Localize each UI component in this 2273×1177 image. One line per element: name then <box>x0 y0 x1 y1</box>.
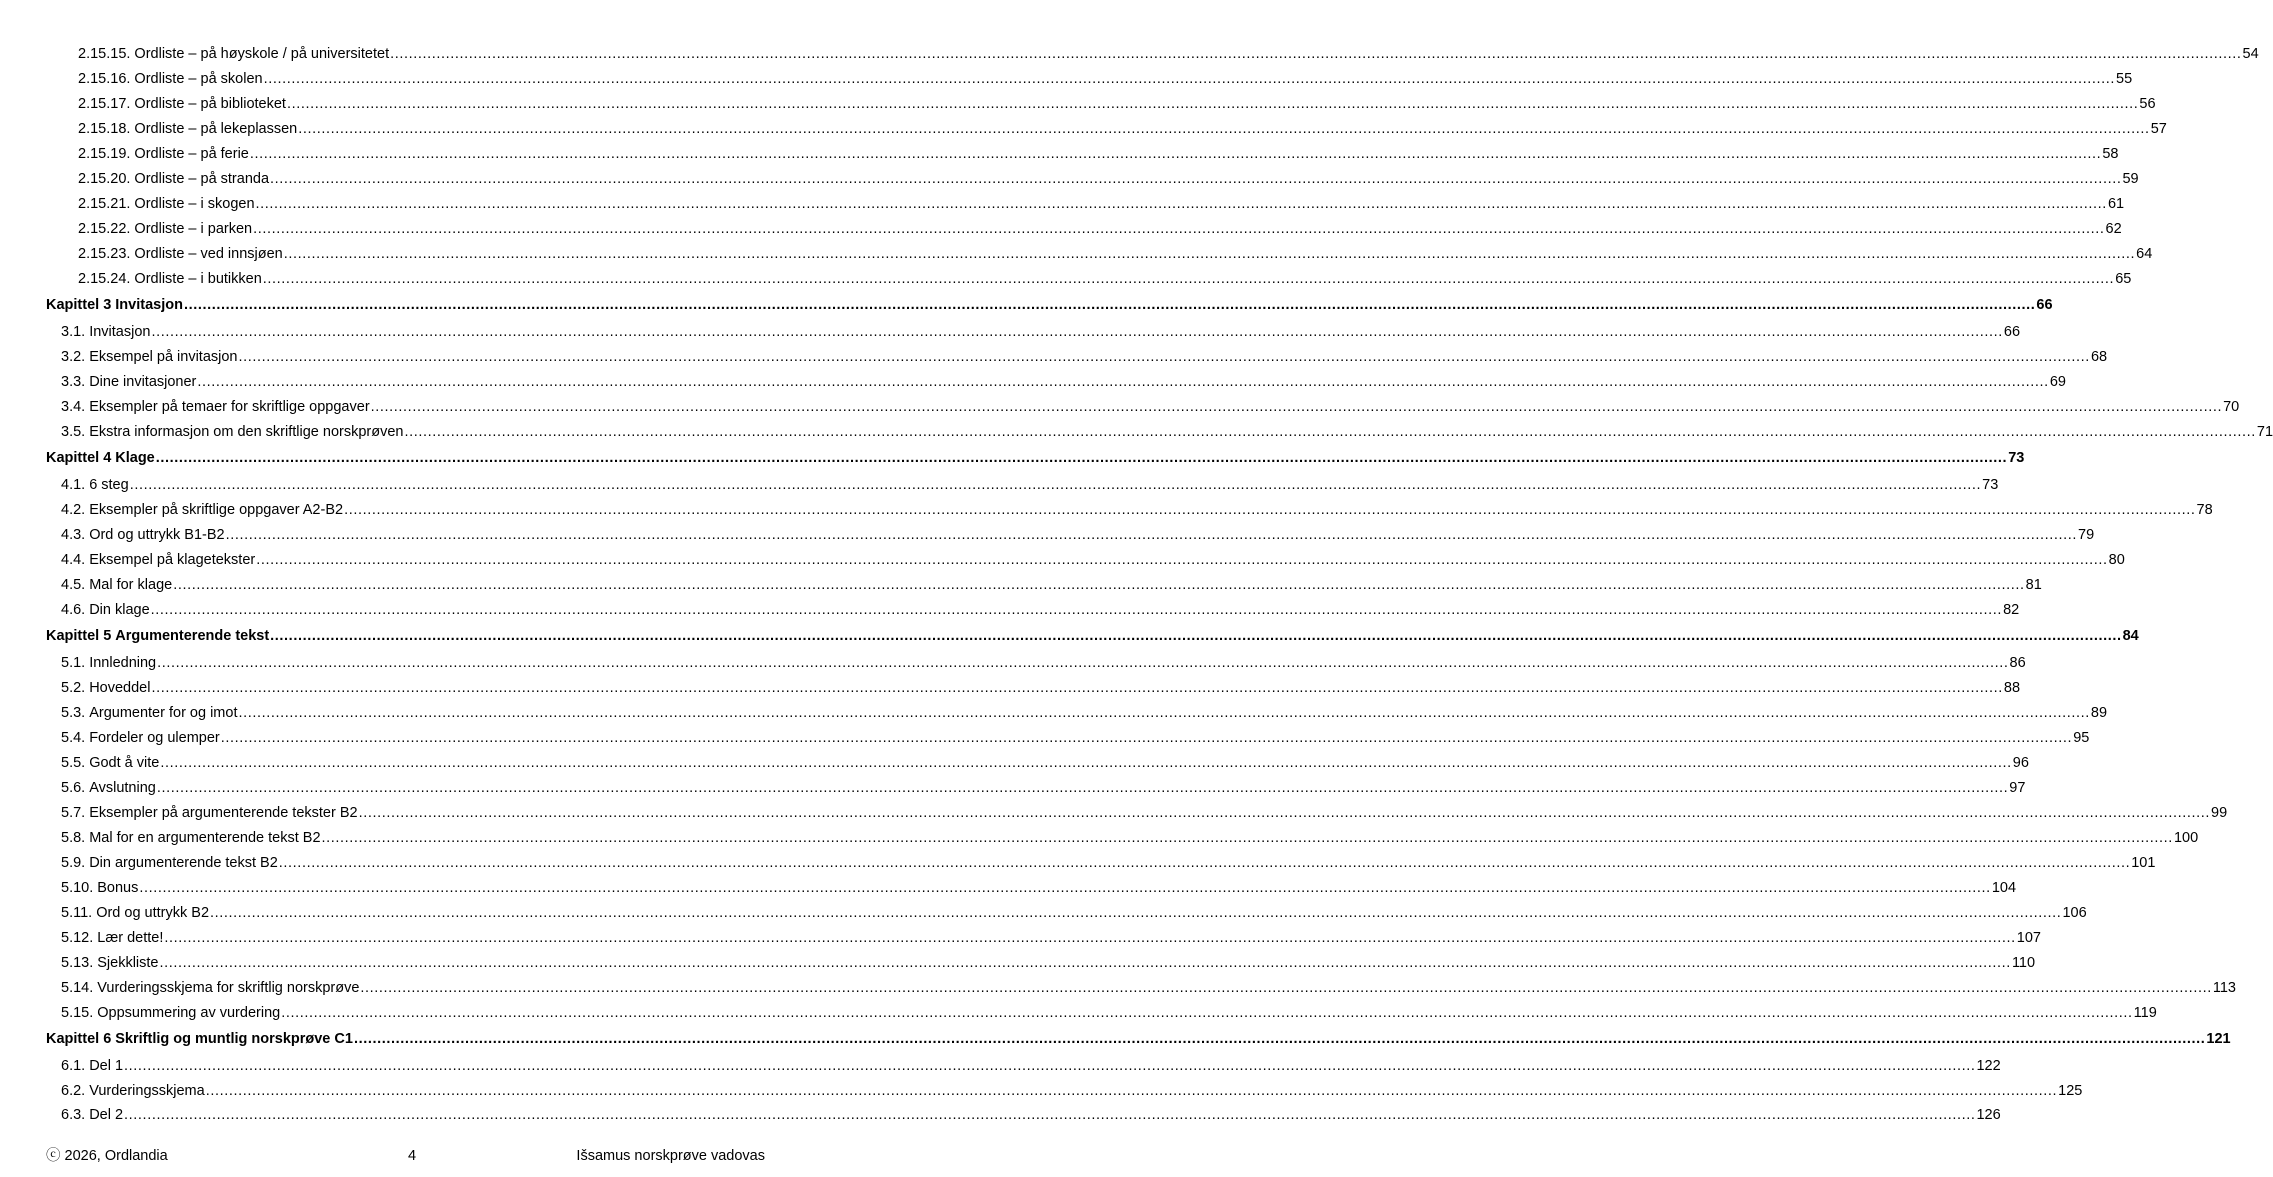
toc-entry-page: 119 <box>2133 1005 2157 1021</box>
toc-entry-title: Avslutning <box>89 780 156 796</box>
toc-entry[interactable] <box>78 269 2132 289</box>
toc-entry-title: Invitasjon <box>115 297 183 313</box>
toc-entry-title: Ordliste – i parken <box>134 221 253 237</box>
toc-entry-page: 58 <box>2102 146 2119 162</box>
dot-leader: ................................................................................................................................................................................................................................................................................................................................................................................................................ <box>124 1058 1976 1074</box>
toc-entry-page: 69 <box>2049 374 2066 390</box>
toc-entry-page: 65 <box>2115 271 2132 287</box>
toc-entry-page: 86 <box>2009 655 2026 671</box>
toc-entry-title: Del 1 <box>89 1058 124 1074</box>
toc-entry[interactable] <box>78 244 2153 264</box>
toc-entry-title: Klage <box>115 450 155 466</box>
toc-entry[interactable] <box>61 525 2095 545</box>
toc-entry[interactable] <box>61 1003 2157 1023</box>
toc-entry[interactable] <box>61 475 1999 495</box>
toc-entry[interactable] <box>61 828 2199 848</box>
toc-entry[interactable] <box>78 194 2125 214</box>
toc-entry[interactable] <box>61 1081 2083 1101</box>
toc-entry-title: Argumenter for og imot <box>89 705 238 721</box>
toc-entry[interactable] <box>61 1056 2001 1076</box>
toc-entry-title: Ord og uttrykk B2 <box>96 905 210 921</box>
dot-leader: ................................................................................................................................................................................................................................................................................................................................................................................................................ <box>270 171 2122 187</box>
toc-entry-number: 5.5. <box>61 755 86 771</box>
toc-entry-title: Godt å vite <box>89 755 160 771</box>
toc-entry-page: 107 <box>2016 930 2041 946</box>
toc-entry-number: 4.2. <box>61 502 86 518</box>
toc-entry[interactable] <box>61 653 2026 673</box>
toc-entry-number: Kapittel 5 <box>46 628 112 644</box>
toc-entry-page: 71 <box>2256 424 2273 440</box>
toc-entry-number: 3.3. <box>61 374 86 390</box>
toc-entry-page: 97 <box>2009 780 2026 796</box>
toc-entry[interactable] <box>61 397 2240 417</box>
toc-entry-page: 55 <box>2116 71 2133 87</box>
toc-entry-page: 59 <box>2122 171 2139 187</box>
toc-entry-page: 73 <box>2008 450 2025 466</box>
toc-entry-page: 66 <box>2036 297 2053 313</box>
toc-entry-number: 4.6. <box>61 602 86 618</box>
dot-leader: ................................................................................................................................................................................................................................................................................................................................................................................................................ <box>281 1005 2133 1021</box>
dot-leader: ................................................................................................................................................................................................................................................................................................................................................................................................................ <box>164 930 2016 946</box>
toc-entry-title: Ekstra informasjon om den skriftlige norskprøven <box>89 424 404 440</box>
dot-leader: ................................................................................................................................................................................................................................................................................................................................................................................................................ <box>286 96 2139 112</box>
dot-leader: ................................................................................................................................................................................................................................................................................................................................................................................................................ <box>124 1107 1976 1123</box>
toc-entry-page: 95 <box>2073 730 2090 746</box>
toc-entry[interactable] <box>61 953 2036 973</box>
toc-entry-number: 4.3. <box>61 527 86 543</box>
toc-entry-title: Innledning <box>89 655 157 671</box>
toc-entry-page: 89 <box>2090 705 2108 721</box>
dot-leader: ................................................................................................................................................................................................................................................................................................................................................................................................................ <box>238 705 2090 721</box>
dot-leader: ................................................................................................................................................................................................................................................................................................................................................................................................................ <box>139 880 1991 896</box>
toc-chapter-entry[interactable] <box>46 1029 2231 1049</box>
dot-leader: ................................................................................................................................................................................................................................................................................................................................................................................................................ <box>358 805 2211 821</box>
toc-entry-title: Ord og uttrykk B1-B2 <box>89 527 225 543</box>
toc-entry-number: 2.15.24. <box>78 271 131 287</box>
toc-entry-page: 61 <box>2107 196 2125 212</box>
toc-entry-page: 99 <box>2211 805 2228 821</box>
toc-entry-page: 82 <box>2003 602 2020 618</box>
toc-entry-title: Vurderingsskjema <box>89 1083 205 1099</box>
toc-entry-page: 73 <box>1982 477 1999 493</box>
toc-entry-number: 5.14. <box>61 980 94 996</box>
toc-entry-page: 106 <box>2062 905 2087 921</box>
toc-entry-number: 5.3. <box>61 705 86 721</box>
toc-entry[interactable] <box>61 853 2156 873</box>
toc-entry-title: Argumenterende tekst <box>115 628 270 644</box>
dot-leader: ................................................................................................................................................................................................................................................................................................................................................................................................................ <box>253 221 2105 237</box>
toc-entry[interactable] <box>61 778 2026 798</box>
toc-entry-title: Ordliste – på skolen <box>134 71 263 87</box>
toc-entry-page: 122 <box>1976 1058 2001 1074</box>
dot-leader: ................................................................................................................................................................................................................................................................................................................................................................................................................ <box>225 527 2078 543</box>
toc-entry-number: 5.12. <box>61 930 94 946</box>
toc-entry-page: 57 <box>2150 121 2167 137</box>
toc-chapter-entry[interactable] <box>46 626 2139 646</box>
toc-entry-page: 80 <box>2108 552 2125 568</box>
toc-entry-number: 2.15.15. <box>78 46 131 62</box>
dot-leader: ................................................................................................................................................................................................................................................................................................................................................................................................................ <box>262 271 2115 287</box>
dot-leader: ................................................................................................................................................................................................................................................................................................................................................................................................................ <box>270 628 2122 644</box>
dot-leader: ................................................................................................................................................................................................................................................................................................................................................................................................................ <box>197 374 2049 390</box>
toc-entry-number: 5.13. <box>61 955 94 971</box>
dot-leader: ................................................................................................................................................................................................................................................................................................................................................................................................................ <box>151 324 2003 340</box>
toc-entry-title: Fordeler og ulemper <box>89 730 220 746</box>
toc-entry-title: Eksempler på argumenterende tekster B2 <box>89 805 358 821</box>
page-footer <box>0 1145 829 1167</box>
toc-entry-number: 6.1. <box>61 1058 86 1074</box>
toc-entry-title: Bonus <box>97 880 139 896</box>
toc-entry-page: 68 <box>2090 349 2108 365</box>
dot-leader: ................................................................................................................................................................................................................................................................................................................................................................................................................ <box>129 477 1982 493</box>
toc-entry-page: 100 <box>2173 830 2199 846</box>
toc-entry-page: 113 <box>2212 980 2236 996</box>
toc-entry[interactable] <box>78 44 2259 64</box>
toc-entry-title: Din klage <box>89 602 150 618</box>
toc-entry-number: 5.9. <box>61 855 86 871</box>
toc-entry-title: Eksempler på temaer for skriftlige oppgaver <box>89 399 370 415</box>
toc-entry-page: 101 <box>2131 855 2156 871</box>
toc-entry-title: Mal for klage <box>89 577 173 593</box>
dot-leader: ................................................................................................................................................................................................................................................................................................................................................................................................................ <box>404 424 2256 440</box>
toc-entry-title: Vurderingsskjema for skriftlig norskprøve <box>97 980 360 996</box>
dot-leader: ................................................................................................................................................................................................................................................................................................................................................................................................................ <box>210 905 2062 921</box>
dot-leader: ................................................................................................................................................................................................................................................................................................................................................................................................................ <box>321 830 2173 846</box>
toc-entry-number: 5.11. <box>61 905 93 921</box>
toc-entry-page: 56 <box>2139 96 2156 112</box>
toc-entry[interactable] <box>61 600 2020 620</box>
dot-leader: ................................................................................................................................................................................................................................................................................................................................................................................................................ <box>183 297 2036 313</box>
toc-entry-title: Sjekkliste <box>97 955 159 971</box>
toc-entry-title: Mal for en argumenterende tekst B2 <box>89 830 321 846</box>
toc-entry-title: 6 steg <box>89 477 129 493</box>
toc-entry-page: 110 <box>2011 955 2036 971</box>
toc-entry[interactable] <box>61 753 2029 773</box>
toc-entry-title: Eksempel på invitasjon <box>89 349 238 365</box>
toc-entry[interactable] <box>61 500 2213 520</box>
toc-entry-number: 2.15.16. <box>78 71 131 87</box>
dot-leader: ................................................................................................................................................................................................................................................................................................................................................................................................................ <box>255 196 2107 212</box>
toc-entry-number: 2.15.19. <box>78 146 131 162</box>
toc-entry-title: Ordliste – på biblioteket <box>134 96 286 112</box>
toc-entry-title: Invitasjon <box>89 324 151 340</box>
toc-entry[interactable] <box>61 928 2041 948</box>
toc-entry-title: Dine invitasjoner <box>89 374 197 390</box>
dot-leader: ................................................................................................................................................................................................................................................................................................................................................................................................................ <box>360 980 2212 996</box>
toc-entry-number: 5.6. <box>61 780 86 796</box>
toc-entry-page: 88 <box>2003 680 2021 696</box>
toc-entry[interactable] <box>61 1105 2001 1125</box>
toc-entry-page: 64 <box>2136 246 2153 262</box>
toc-entry[interactable] <box>61 550 2125 570</box>
toc-entry-number: Kapittel 6 <box>46 1031 112 1047</box>
toc-entry[interactable] <box>61 978 2236 998</box>
toc-entry-number: 2.15.23. <box>78 246 131 262</box>
toc-entry-title: Eksempler på skriftlige oppgaver A2-B2 <box>89 502 344 518</box>
toc-entry-number: 3.2. <box>61 349 86 365</box>
toc-chapter-entry[interactable] <box>46 448 2025 468</box>
toc-entry-number: 6.2. <box>61 1083 86 1099</box>
toc-entry-number: 3.5. <box>61 424 86 440</box>
toc-entry-number: 2.15.21. <box>78 196 131 212</box>
toc-entry-number: Kapittel 4 <box>46 450 112 466</box>
dot-leader: ................................................................................................................................................................................................................................................................................................................................................................................................................ <box>278 855 2131 871</box>
toc-entry-number: 5.8. <box>61 830 86 846</box>
toc-entry-number: 2.15.18. <box>78 121 131 137</box>
toc-entry-page: 81 <box>2025 577 2042 593</box>
dot-leader: ................................................................................................................................................................................................................................................................................................................................................................................................................ <box>159 955 2011 971</box>
dot-leader: ................................................................................................................................................................................................................................................................................................................................................................................................................ <box>220 730 2073 746</box>
dot-leader: ................................................................................................................................................................................................................................................................................................................................................................................................................ <box>155 450 2008 466</box>
toc-entry-number: 2.15.20. <box>78 171 131 187</box>
dot-leader: ................................................................................................................................................................................................................................................................................................................................................................................................................ <box>298 121 2150 137</box>
toc-entry-title: Ordliste – ved innsjøen <box>134 246 283 262</box>
toc-entry-number: 5.7. <box>61 805 86 821</box>
toc-entry[interactable] <box>78 94 2156 114</box>
dot-leader: ................................................................................................................................................................................................................................................................................................................................................................................................................ <box>238 349 2090 365</box>
toc-entry-title: Ordliste – i butikken <box>134 271 262 287</box>
toc-entry-page: 125 <box>2058 1083 2083 1099</box>
dot-leader: ................................................................................................................................................................................................................................................................................................................................................................................................................ <box>160 755 2012 771</box>
dot-leader: ................................................................................................................................................................................................................................................................................................................................................................................................................ <box>173 577 2025 593</box>
toc-entry-number: 3.4. <box>61 399 86 415</box>
toc-entry-title: Din argumenterende tekst B2 <box>89 855 278 871</box>
dot-leader: ................................................................................................................................................................................................................................................................................................................................................................................................................ <box>157 655 2009 671</box>
toc-entry-number: Kapittel 3 <box>46 297 112 313</box>
toc-entry-number: 5.4. <box>61 730 86 746</box>
toc-entry[interactable] <box>61 878 2017 898</box>
toc-entry[interactable] <box>61 422 2273 442</box>
footer-copyright: ⓒ 2026, Ordlandia <box>46 1148 168 1164</box>
dot-leader: ................................................................................................................................................................................................................................................................................................................................................................................................................ <box>256 552 2108 568</box>
toc-entry[interactable] <box>61 803 2228 823</box>
toc-entry-page: 66 <box>2003 324 2021 340</box>
toc-entry-page: 96 <box>2012 755 2029 771</box>
toc-entry-title: Ordliste – på høyskole / på universitetet <box>134 46 390 62</box>
dot-leader: ................................................................................................................................................................................................................................................................................................................................................................................................................ <box>390 46 2242 62</box>
toc-chapter-entry[interactable] <box>46 295 2053 315</box>
toc-entry-title: Del 2 <box>89 1107 124 1123</box>
dot-leader: ................................................................................................................................................................................................................................................................................................................................................................................................................ <box>150 602 2003 618</box>
dot-leader: ................................................................................................................................................................................................................................................................................................................................................................................................................ <box>156 780 2009 796</box>
footer-page-number: 4 <box>408 1148 417 1164</box>
toc-entry-number: 5.15. <box>61 1005 94 1021</box>
toc-entry-number: 4.1. <box>61 477 86 493</box>
toc-entry-page: 79 <box>2078 527 2095 543</box>
toc-entry-page: 62 <box>2105 221 2122 237</box>
dot-leader: ................................................................................................................................................................................................................................................................................................................................................................................................................ <box>370 399 2223 415</box>
toc-entry[interactable] <box>78 69 2133 89</box>
toc-entry-title: Oppsummering av vurdering <box>97 1005 281 1021</box>
toc-entry-number: 5.2. <box>61 680 86 696</box>
toc-entry[interactable] <box>61 903 2087 923</box>
toc-entry[interactable] <box>61 347 2108 367</box>
toc-entry-page: 121 <box>2206 1031 2231 1047</box>
toc-entry[interactable] <box>61 728 2090 748</box>
toc-entry-number: 4.5. <box>61 577 86 593</box>
dot-leader: ................................................................................................................................................................................................................................................................................................................................................................................................................ <box>249 146 2102 162</box>
toc-entry-page: 54 <box>2242 46 2259 62</box>
toc-entry-title: Eksempel på klagetekster <box>89 552 256 568</box>
toc-entry[interactable] <box>61 372 2066 392</box>
footer-book-title: Išsamus norskprøve vadovas <box>576 1148 765 1164</box>
toc-entry-number: 4.4. <box>61 552 86 568</box>
toc-entry[interactable] <box>61 703 2108 723</box>
toc-entry[interactable] <box>78 119 2167 139</box>
dot-leader: ................................................................................................................................................................................................................................................................................................................................................................................................................ <box>283 246 2136 262</box>
toc-entry-page: 84 <box>2122 628 2139 644</box>
toc-entry-title: Ordliste – på stranda <box>134 171 270 187</box>
toc-entry-number: 2.15.17. <box>78 96 131 112</box>
toc-entry-number: 3.1. <box>61 324 86 340</box>
toc-entry-page: 70 <box>2223 399 2240 415</box>
toc-entry-title: Lær dette! <box>97 930 164 946</box>
dot-leader: ................................................................................................................................................................................................................................................................................................................................................................................................................ <box>263 71 2116 87</box>
toc-entry-number: 5.1. <box>61 655 86 671</box>
dot-leader: ................................................................................................................................................................................................................................................................................................................................................................................................................ <box>151 680 2003 696</box>
dot-leader: ................................................................................................................................................................................................................................................................................................................................................................................................................ <box>344 502 2196 518</box>
toc-entry-number: 5.10. <box>61 880 94 896</box>
toc-entry[interactable] <box>78 144 2119 164</box>
toc-entry-number: 2.15.22. <box>78 221 131 237</box>
toc-entry-title: Skriftlig og muntlig norskprøve C1 <box>115 1031 353 1047</box>
toc-entry-title: Ordliste – på lekeplassen <box>134 121 298 137</box>
toc-entry[interactable] <box>61 322 2021 342</box>
toc-entry-title: Ordliste – i skogen <box>134 196 255 212</box>
dot-leader: ................................................................................................................................................................................................................................................................................................................................................................................................................ <box>205 1083 2058 1099</box>
toc-entry-title: Hoveddel <box>89 680 151 696</box>
toc-entry-page: 104 <box>1991 880 2017 896</box>
toc-entry-number: 6.3. <box>61 1107 86 1123</box>
toc-entry-title: Ordliste – på ferie <box>134 146 249 162</box>
toc-entry-page: 126 <box>1976 1107 2001 1123</box>
toc-entry[interactable] <box>78 219 2122 239</box>
toc-entry-page: 78 <box>2196 502 2213 518</box>
toc-entry[interactable] <box>61 678 2021 698</box>
toc-entry[interactable] <box>78 169 2139 189</box>
dot-leader: ................................................................................................................................................................................................................................................................................................................................................................................................................ <box>353 1031 2206 1047</box>
toc-entry[interactable] <box>61 575 2042 595</box>
